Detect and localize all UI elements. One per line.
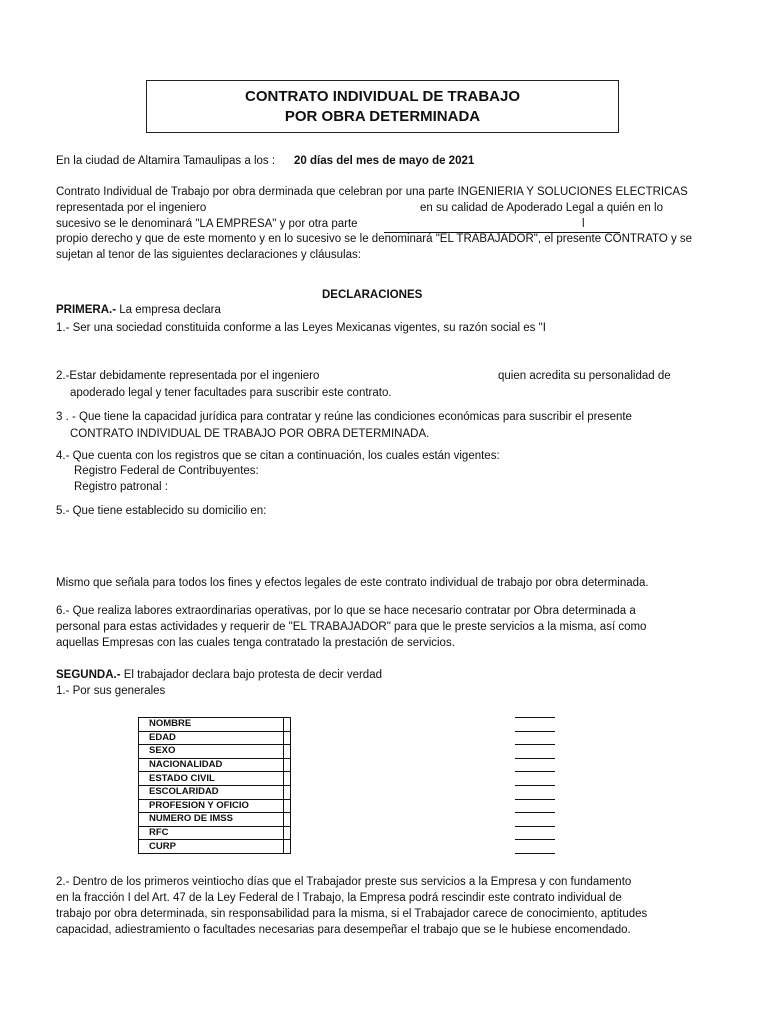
field-value: [284, 813, 291, 827]
declaracion-1: 1.- Ser una sociedad constituida conforme a las Leyes Mexicanas vigentes, su razón social es "I: [56, 322, 546, 334]
contract-date: 20 días del mes de mayo de 2021: [294, 155, 475, 167]
field-value: [284, 731, 291, 745]
segunda-label: SEGUNDA.-: [56, 669, 121, 681]
field-extra: [515, 813, 555, 827]
field-extra: [515, 799, 555, 813]
document-title-line1: CONTRATO INDIVIDUAL DE TRABAJO: [244, 88, 520, 105]
table-row: [139, 718, 556, 732]
field-label: RFC: [139, 826, 284, 840]
declaracion-2a: 2.-Estar debidamente representada por el ingeniero: [56, 370, 320, 382]
segunda-text: El trabajador declara bajo protesta de decir verdad: [120, 669, 382, 681]
field-value: [284, 772, 291, 786]
intro-line-3b: l: [582, 218, 585, 230]
field-label: CURP: [139, 840, 284, 854]
field-value: [284, 758, 291, 772]
field-label: PROFESION Y OFICIO: [139, 799, 284, 813]
intro-line-4: propio derecho y que de este momento y en lo sucesivo se le denominará "EL TRABAJADOR", el presente CONTRATO y se: [56, 233, 693, 245]
field-label: EDAD: [139, 731, 284, 745]
table-row: [139, 840, 556, 854]
intro-line-2b: en su calidad de Apoderado Legal a quién en lo: [420, 202, 663, 214]
field-extra: [515, 758, 555, 772]
primera-label: PRIMERA.-: [56, 304, 117, 316]
segunda-heading: [56, 668, 382, 682]
field-extra: [515, 826, 555, 840]
segunda-2-line1: 2.- Dentro de los primeros veintiocho días que el Trabajador preste sus servicios a la Empresa y con fundamento: [56, 876, 632, 888]
field-label: SEXO: [139, 745, 284, 759]
declaracion-3-line1: 3 . - Que tiene la capacidad jurídica para contratar y reúne las condiciones económicas para suscribir el presente: [56, 411, 632, 423]
field-value: [284, 826, 291, 840]
table-row: [139, 785, 556, 799]
segunda-2-line2: en la fracción I del Art. 47 de la Ley Federal de l Trabajo, la Empresa podrá rescindir este contrato individual de: [56, 892, 622, 904]
field-label: NOMBRE: [139, 718, 284, 732]
field-value: [284, 745, 291, 759]
declaracion-2b: quien acredita su personalidad de: [498, 370, 671, 382]
field-value: [284, 718, 291, 732]
segunda-2-line4: capacidad, adiestramiento o facultades necesarias para desempeñar el trabajo que se le hubiese encomendado.: [56, 924, 631, 936]
segunda-2-line3: trabajo por obra determinada, sin responsabilidad para la misma, si el Trabajador carece de conocimiento, aptitudes: [56, 908, 648, 920]
field-value: [284, 785, 291, 799]
field-value: [284, 840, 291, 854]
declaracion-6-line3: aquellas Empresas con las cuales tenga contratado la prestación de servicios.: [56, 637, 455, 649]
table-row: [139, 799, 556, 813]
primera-heading: [56, 303, 221, 317]
field-extra: [515, 718, 555, 732]
table-row: [139, 826, 556, 840]
table-row: [139, 772, 556, 786]
primera-text: La empresa declara: [116, 304, 221, 316]
mismo-paragraph: Mismo que señala para todos los fines y efectos legales de este contrato individual de trabajo por obra determinada.: [56, 577, 649, 589]
table-row: [139, 745, 556, 759]
segunda-item-1: 1.- Por sus generales: [56, 685, 166, 697]
field-extra: [515, 745, 555, 759]
intro-line-1: Contrato Individual de Trabajo por obra derminada que celebran por una parte INGENIERIA Y SOLUCIONES ELECTRICAS: [56, 186, 688, 198]
title-box: [146, 80, 619, 133]
declaracion-2-line2: apoderado legal y tener facultades para suscribir este contrato.: [70, 387, 392, 399]
field-label: ESCOLARIDAD: [139, 785, 284, 799]
intro-line-3a: sucesivo se le denominará "LA EMPRESA" y por otra parte: [56, 218, 358, 230]
declaracion-4-registro-patronal: Registro patronal :: [74, 481, 168, 493]
declaracion-3-line2: CONTRATO INDIVIDUAL DE TRABAJO POR OBRA DETERMINADA.: [70, 428, 430, 440]
field-value: [284, 799, 291, 813]
table-row: [139, 813, 556, 827]
intro-line-5: sujetan al tenor de las siguientes declaraciones y cláusulas:: [56, 249, 361, 261]
intro-line-2a: representada por el ingeniero: [56, 202, 207, 214]
field-extra: [515, 731, 555, 745]
document-title-line2: POR OBRA DETERMINADA: [284, 108, 481, 125]
declaracion-4-rfc: Registro Federal de Contribuyentes:: [74, 465, 259, 477]
declaracion-5: 5.- Que tiene establecido su domicilio en:: [56, 505, 267, 517]
field-extra: [515, 772, 555, 786]
field-extra: [515, 840, 555, 854]
field-label: ESTADO CIVIL: [139, 772, 284, 786]
table-row: [139, 758, 556, 772]
field-label: NACIONALIDAD: [139, 758, 284, 772]
city-prefix: En la ciudad de Altamira Tamaulipas a los :: [56, 155, 276, 167]
declaracion-6-line1: 6.- Que realiza labores extraordinarias operativas, por lo que se hace necesario contratar por Obra determinada a: [56, 605, 636, 617]
declaracion-4-line1: 4.- Que cuenta con los registros que se citan a continuación, los cuales están vigentes:: [56, 450, 500, 462]
field-extra: [515, 785, 555, 799]
generales-table: [138, 717, 555, 854]
field-label: NUMERO DE IMSS: [139, 813, 284, 827]
declaraciones-heading: DECLARACIONES: [322, 289, 423, 301]
table-row: [139, 731, 556, 745]
declaracion-6-line2: personal para estas actividades y requerir de "EL TRABAJADOR" para que le preste servicios a la misma, así como: [56, 621, 647, 633]
